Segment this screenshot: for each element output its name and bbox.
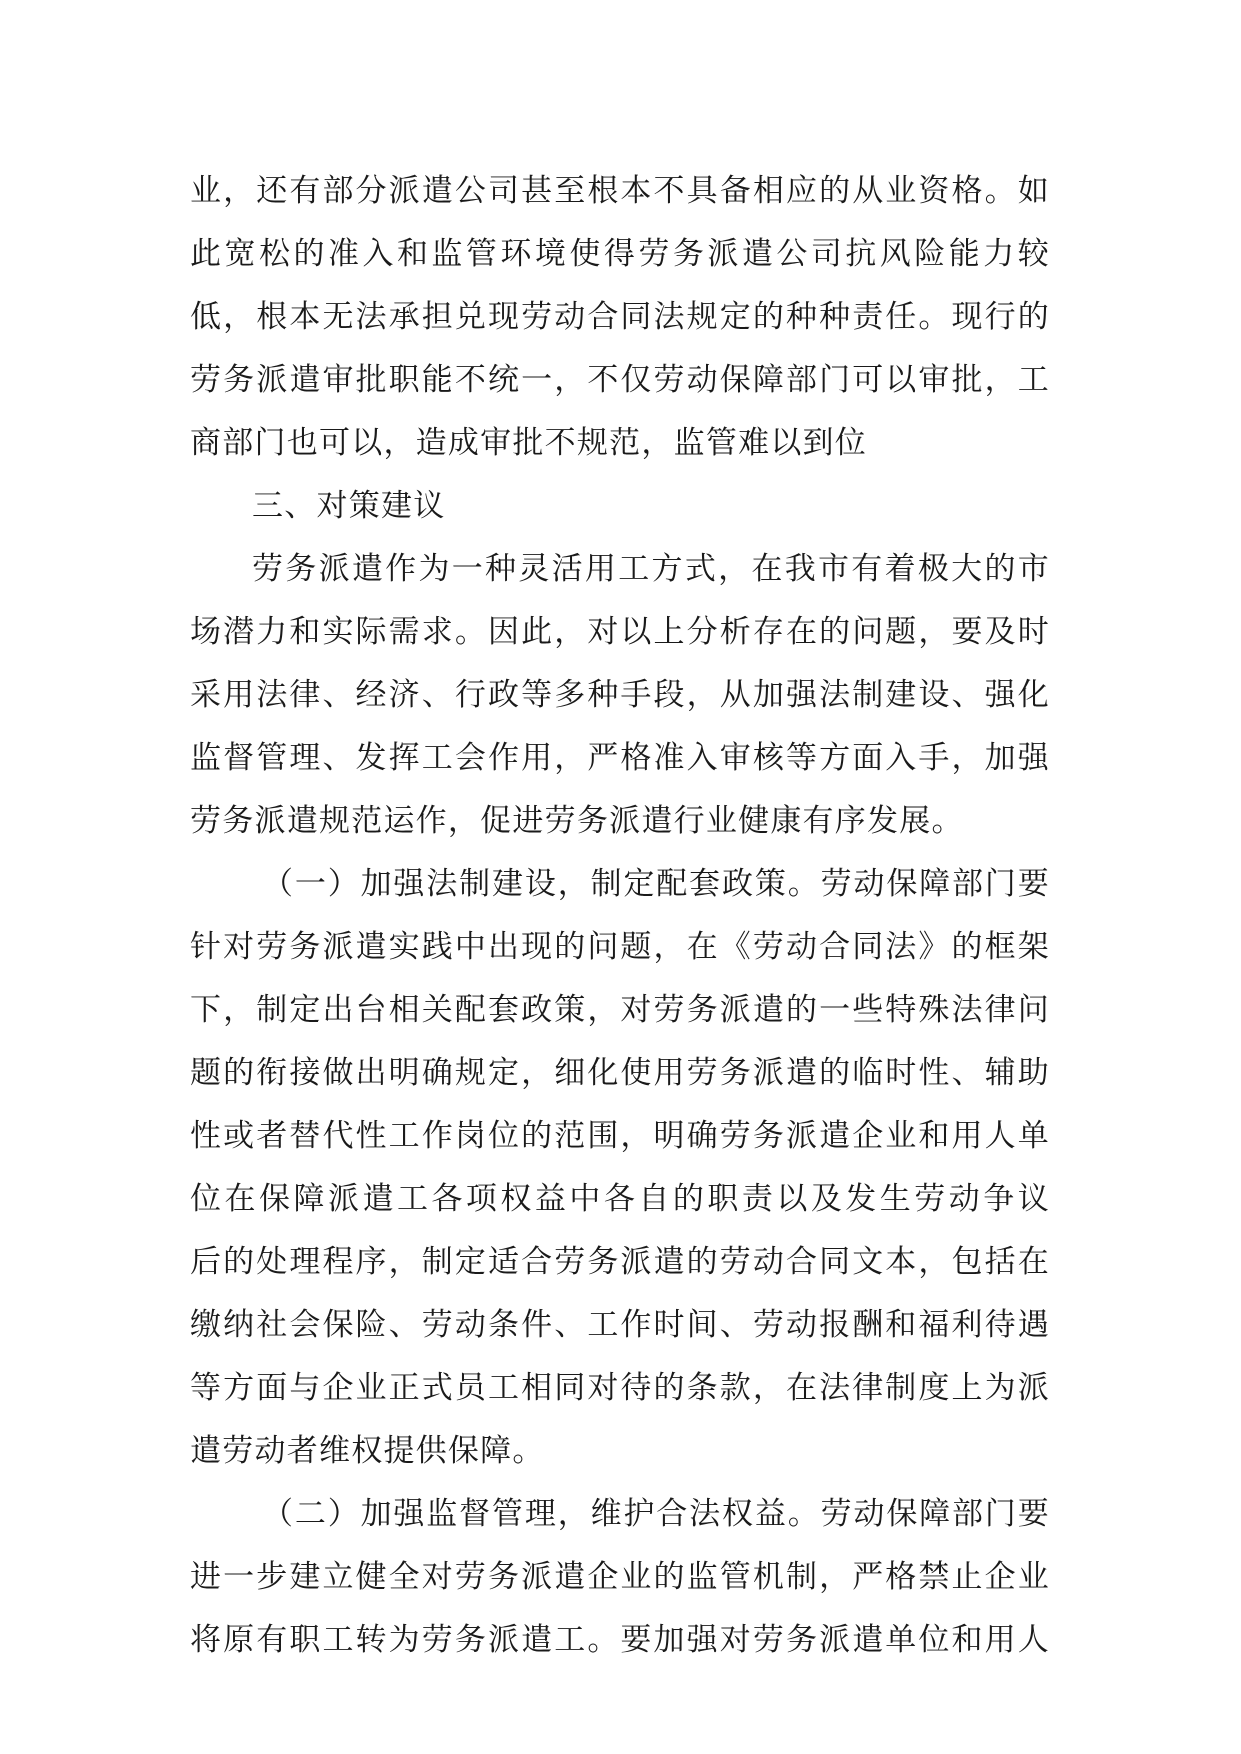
text-line: 针对劳务派遣实践中出现的问题，在《劳动合同法》的框架	[190, 929, 1050, 965]
text-line: 监督管理、发挥工会作用，严格准入审核等方面入手，加强	[190, 740, 1050, 776]
text-line: 题的衔接做出明确规定，细化使用劳务派遣的临时性、辅助	[190, 1055, 1050, 1091]
text-line: 性或者替代性工作岗位的范围，明确劳务派遣企业和用人单	[190, 1118, 1050, 1154]
text-line: 业，还有部分派遣公司甚至根本不具备相应的从业资格。如	[190, 173, 1050, 209]
text-line: 此宽松的准入和监管环境使得劳务派遣公司抗风险能力较	[190, 236, 1050, 272]
text-line: 将原有职工转为劳务派遣工。要加强对劳务派遣单位和用人	[190, 1622, 1050, 1658]
section-heading: 三、对策建议	[252, 488, 446, 524]
text-line: 进一步建立健全对劳务派遣企业的监管机制，严格禁止企业	[190, 1559, 1050, 1595]
subsection-heading-line: （二）加强监督管理，维护合法权益。劳动保障部门要	[262, 1496, 1050, 1532]
text-line: 等方面与企业正式员工相同对待的条款，在法律制度上为派	[190, 1370, 1050, 1406]
text-line: 商部门也可以，造成审批不规范，监管难以到位	[190, 425, 868, 461]
subsection-heading-line: （一）加强法制建设，制定配套政策。劳动保障部门要	[262, 866, 1050, 902]
text-line: 后的处理程序，制定适合劳务派遣的劳动合同文本，包括在	[190, 1244, 1050, 1280]
text-line: 遣劳动者维权提供保障。	[190, 1433, 545, 1469]
text-line: 场潜力和实际需求。因此，对以上分析存在的问题，要及时	[190, 614, 1050, 650]
text-line: 低，根本无法承担兑现劳动合同法规定的种种责任。现行的	[190, 299, 1050, 335]
text-line: 采用法律、经济、行政等多种手段，从加强法制建设、强化	[190, 677, 1050, 713]
text-line: 劳务派遣作为一种灵活用工方式，在我市有着极大的市	[252, 551, 1050, 587]
text-line: 缴纳社会保险、劳动条件、工作时间、劳动报酬和福利待遇	[190, 1307, 1050, 1343]
document-body	[190, 160, 1050, 1672]
text-line: 劳务派遣规范运作，促进劳务派遣行业健康有序发展。	[190, 803, 964, 839]
text-line: 劳务派遣审批职能不统一，不仅劳动保障部门可以审批，工	[190, 362, 1050, 398]
text-line: 下，制定出台相关配套政策，对劳务派遣的一些特殊法律问	[190, 992, 1050, 1028]
text-line: 位在保障派遣工各项权益中各自的职责以及发生劳动争议	[190, 1181, 1050, 1217]
